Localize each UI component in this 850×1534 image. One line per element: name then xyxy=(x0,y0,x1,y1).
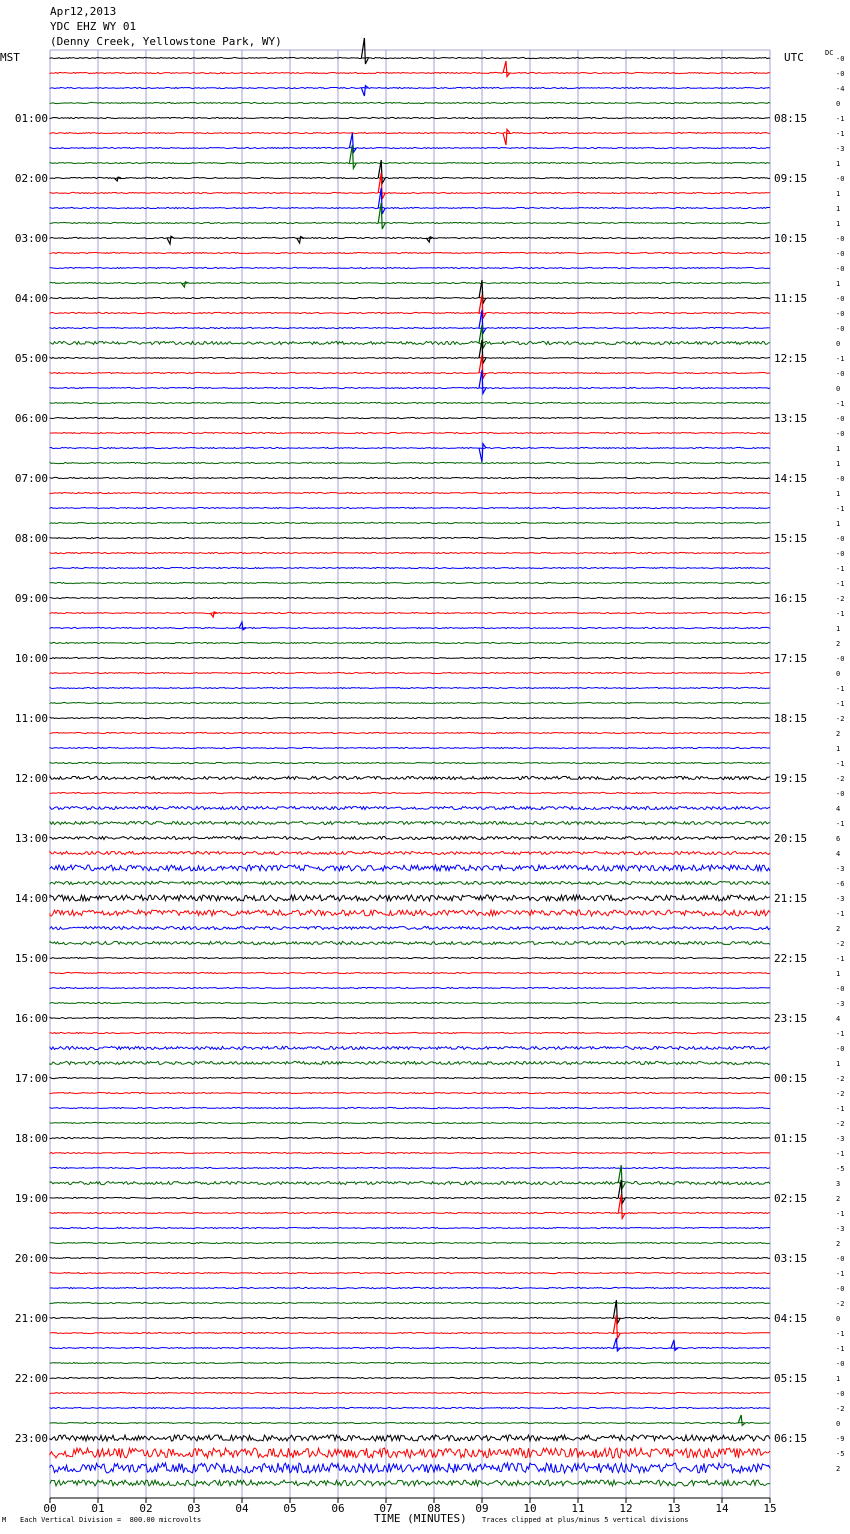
trace-91 xyxy=(50,1422,770,1423)
dc-offset: -1 xyxy=(836,760,845,768)
trace-90 xyxy=(50,1407,770,1408)
left-hour-label: 14:00 xyxy=(14,892,48,905)
trace-78 xyxy=(50,1227,770,1228)
trace-57 xyxy=(50,910,770,916)
trace-76 xyxy=(50,1197,770,1198)
left-hour-label: 09:00 xyxy=(14,592,48,605)
trace-21 xyxy=(50,372,770,373)
trace-77 xyxy=(50,1212,770,1213)
dc-offset: -1 xyxy=(836,505,845,513)
trace-41 xyxy=(50,672,770,673)
dc-offset: -1 xyxy=(836,130,845,138)
right-hour-label: 14:15 xyxy=(774,472,808,485)
trace-60 xyxy=(50,957,770,958)
trace-8 xyxy=(50,177,770,178)
trace-15 xyxy=(50,282,770,283)
right-hour-label: 12:15 xyxy=(774,352,808,365)
x-tick-label: 06 xyxy=(331,1502,345,1515)
left-hour-label: 03:00 xyxy=(14,232,48,245)
trace-74 xyxy=(50,1167,770,1168)
x-tick-label: 14 xyxy=(715,1502,729,1515)
trace-46 xyxy=(50,747,770,748)
dc-offset: -9 xyxy=(836,1435,845,1443)
dc-offset: -1 xyxy=(836,400,845,408)
dc-offset: 1 xyxy=(836,445,841,453)
trace-79 xyxy=(50,1242,770,1243)
dc-offset: -1 xyxy=(836,565,845,573)
left-hour-label: 10:00 xyxy=(14,652,48,665)
trace-3 xyxy=(50,102,770,103)
dc-offset: 1 xyxy=(836,490,841,498)
right-hour-label: 04:15 xyxy=(774,1312,808,1325)
event-26-0 xyxy=(479,444,486,462)
dc-offset: -0 xyxy=(836,250,845,258)
trace-11 xyxy=(50,222,770,223)
dc-offset: -0 xyxy=(836,1390,845,1398)
trace-65 xyxy=(50,1032,770,1033)
trace-73 xyxy=(50,1152,770,1153)
right-hour-label: 20:15 xyxy=(774,832,808,845)
dc-offset: 0 xyxy=(836,1315,841,1323)
x-tick-label: 08 xyxy=(427,1502,441,1515)
left-hour-label: 22:00 xyxy=(14,1372,48,1385)
trace-26 xyxy=(50,447,770,448)
x-tick-label: 13 xyxy=(667,1502,681,1515)
trace-38 xyxy=(50,627,770,628)
event-86-1 xyxy=(671,1340,678,1350)
dc-offset: -0 xyxy=(836,985,845,993)
right-hour-label: 10:15 xyxy=(774,232,808,245)
dc-offset: 4 xyxy=(836,1015,841,1023)
dc-offset: -5 xyxy=(836,1165,845,1173)
x-tick-label: 15 xyxy=(763,1502,777,1515)
dc-offset: -1 xyxy=(836,820,845,828)
dc-offset: 3 xyxy=(836,1180,841,1188)
seismic-traces xyxy=(50,38,770,1486)
event-37-0 xyxy=(210,612,217,617)
station-code: YDC EHZ WY 01 xyxy=(50,20,137,33)
trace-58 xyxy=(50,926,770,929)
dc-offset: 1 xyxy=(836,970,841,978)
dc-offset: -2 xyxy=(836,1075,845,1083)
trace-45 xyxy=(50,732,770,733)
trace-64 xyxy=(50,1017,770,1018)
trace-2 xyxy=(50,87,770,88)
trace-93 xyxy=(50,1448,770,1458)
dc-offset: 1 xyxy=(836,220,841,228)
trace-33 xyxy=(50,552,770,553)
dc-offset: 1 xyxy=(836,625,841,633)
trace-34 xyxy=(50,567,770,568)
x-tick-label: 02 xyxy=(139,1502,153,1515)
dc-offset: -1 xyxy=(836,910,845,918)
dc-offset: -2 xyxy=(836,775,845,783)
x-tick-label: 00 xyxy=(43,1502,57,1515)
trace-19 xyxy=(50,341,770,344)
dc-offset: -0 xyxy=(836,310,845,318)
left-hour-label: 15:00 xyxy=(14,952,48,965)
trace-72 xyxy=(50,1137,770,1138)
left-hour-label: 21:00 xyxy=(14,1312,48,1325)
dc-offset: -0 xyxy=(836,535,845,543)
right-hour-label: 00:15 xyxy=(774,1072,808,1085)
trace-53 xyxy=(50,851,770,854)
trace-49 xyxy=(50,792,770,793)
trace-14 xyxy=(50,267,770,268)
trace-22 xyxy=(50,387,770,388)
x-tick-label: 12 xyxy=(619,1502,633,1515)
left-hour-label: 23:00 xyxy=(14,1432,48,1445)
dc-offset: -3 xyxy=(836,1000,845,1008)
left-hour-label: 13:00 xyxy=(14,832,48,845)
trace-82 xyxy=(50,1287,770,1288)
trace-94 xyxy=(50,1463,770,1473)
event-15-0 xyxy=(181,282,188,287)
right-hour-label: 18:15 xyxy=(774,712,808,725)
dc-offset: -1 xyxy=(836,700,845,708)
dc-offset: 0 xyxy=(836,670,841,678)
dc-offset: -0 xyxy=(836,55,845,63)
dc-offset: 1 xyxy=(836,520,841,528)
dc-offset: -0 xyxy=(836,655,845,663)
trace-92 xyxy=(50,1435,770,1441)
right-hour-label: 19:15 xyxy=(774,772,808,785)
trace-36 xyxy=(50,597,770,598)
trace-42 xyxy=(50,687,770,688)
trace-17 xyxy=(50,312,770,313)
trace-6 xyxy=(50,147,770,148)
dc-offset: 1 xyxy=(836,1060,841,1068)
trace-37 xyxy=(50,612,770,613)
trace-27 xyxy=(50,462,770,463)
dc-offset: -0 xyxy=(836,475,845,483)
trace-59 xyxy=(50,941,770,944)
right-hour-label: 13:15 xyxy=(774,412,808,425)
right-hour-label: 21:15 xyxy=(774,892,808,905)
trace-88 xyxy=(50,1377,770,1378)
dc-offset: -2 xyxy=(836,940,845,948)
event-12-1 xyxy=(297,237,304,244)
trace-16 xyxy=(50,297,770,298)
trace-4 xyxy=(50,117,770,118)
trace-61 xyxy=(50,972,770,973)
trace-18 xyxy=(50,327,770,328)
right-timezone-label: UTC xyxy=(784,51,804,64)
dc-offset: -0 xyxy=(836,265,845,273)
x-tick-label: 04 xyxy=(235,1502,249,1515)
trace-66 xyxy=(50,1046,770,1049)
x-tick-label: 09 xyxy=(475,1502,489,1515)
trace-20 xyxy=(50,357,770,358)
trace-55 xyxy=(50,881,770,884)
left-hour-label: 04:00 xyxy=(14,292,48,305)
trace-25 xyxy=(50,432,770,433)
dc-offset: -3 xyxy=(836,865,845,873)
right-hour-label: 16:15 xyxy=(774,592,808,605)
trace-23 xyxy=(50,402,770,403)
right-hour-label: 01:15 xyxy=(774,1132,808,1145)
trace-13 xyxy=(50,252,770,253)
x-tick-label: 10 xyxy=(523,1502,537,1515)
right-hour-label: 02:15 xyxy=(774,1192,808,1205)
right-hour-label: 23:15 xyxy=(774,1012,808,1025)
event-2-0 xyxy=(361,86,368,96)
trace-51 xyxy=(50,821,770,824)
vertical-division-note: Each Vertical Division = 800.00 microvolts xyxy=(20,1516,202,1524)
trace-9 xyxy=(50,192,770,193)
dc-offset: -2 xyxy=(836,1300,845,1308)
clip-note: Traces clipped at plus/minus 5 vertical divisions xyxy=(482,1516,689,1524)
trace-67 xyxy=(50,1061,770,1064)
left-hour-label: 18:00 xyxy=(14,1132,48,1145)
dc-offset: 6 xyxy=(836,835,841,843)
dc-offset: -0 xyxy=(836,790,845,798)
event-8-1 xyxy=(114,177,121,181)
left-hour-label: 07:00 xyxy=(14,472,48,485)
trace-62 xyxy=(50,987,770,988)
dc-offset: -4 xyxy=(836,85,845,93)
trace-7 xyxy=(50,162,770,163)
left-hour-label: 05:00 xyxy=(14,352,48,365)
trace-89 xyxy=(50,1392,770,1393)
left-hour-label: 06:00 xyxy=(14,412,48,425)
dc-offset: -2 xyxy=(836,1405,845,1413)
trace-86 xyxy=(50,1347,770,1348)
left-hour-label: 19:00 xyxy=(14,1192,48,1205)
trace-85 xyxy=(50,1332,770,1333)
right-hour-label: 03:15 xyxy=(774,1252,808,1265)
dc-offset: 1 xyxy=(836,745,841,753)
trace-29 xyxy=(50,492,770,493)
dc-offset: 1 xyxy=(836,460,841,468)
trace-71 xyxy=(50,1122,770,1123)
dc-offset: -2 xyxy=(836,1090,845,1098)
left-timezone-label: MST xyxy=(0,51,20,64)
x-tick-label: 07 xyxy=(379,1502,393,1515)
dc-offset: -3 xyxy=(836,1135,845,1143)
dc-offset: -0 xyxy=(836,415,845,423)
dc-offset: -1 xyxy=(836,1150,845,1158)
right-hour-label: 17:15 xyxy=(774,652,808,665)
dc-offset: -3 xyxy=(836,145,845,153)
trace-50 xyxy=(50,806,770,809)
dc-offset: -0 xyxy=(836,1285,845,1293)
trace-63 xyxy=(50,1002,770,1003)
event-86-0 xyxy=(613,1338,620,1351)
left-hour-label: 01:00 xyxy=(14,112,48,125)
dc-offset: -1 xyxy=(836,115,845,123)
dc-offset: -0 xyxy=(836,325,845,333)
dc-offset: -1 xyxy=(836,685,845,693)
trace-83 xyxy=(50,1302,770,1303)
dc-offset: 0 xyxy=(836,100,841,108)
trace-75 xyxy=(50,1181,770,1184)
dc-offset: -0 xyxy=(836,235,845,243)
dc-offset: -0 xyxy=(836,295,845,303)
dc-offset: -0 xyxy=(836,1045,845,1053)
dc-offset: -3 xyxy=(836,895,845,903)
dc-offset: -6 xyxy=(836,880,845,888)
trace-68 xyxy=(50,1077,770,1078)
left-hour-label: 17:00 xyxy=(14,1072,48,1085)
trace-56 xyxy=(50,895,770,901)
dc-offset: -1 xyxy=(836,355,845,363)
trace-0 xyxy=(50,57,770,58)
trace-70 xyxy=(50,1107,770,1108)
dc-offset: 1 xyxy=(836,1375,841,1383)
dc-offset: -0 xyxy=(836,430,845,438)
trace-69 xyxy=(50,1092,770,1093)
event-1-0 xyxy=(503,61,510,77)
left-hour-label: 12:00 xyxy=(14,772,48,785)
trace-30 xyxy=(50,507,770,508)
dc-offset: 0 xyxy=(836,385,841,393)
dc-offset: -2 xyxy=(836,595,845,603)
dc-offset: 1 xyxy=(836,190,841,198)
x-tick-label: 03 xyxy=(187,1502,201,1515)
right-hour-label: 22:15 xyxy=(774,952,808,965)
dc-offset: -1 xyxy=(836,955,845,963)
dc-offset: -0 xyxy=(836,370,845,378)
dc-offset: -1 xyxy=(836,580,845,588)
dc-offset: -1 xyxy=(836,1105,845,1113)
trace-84 xyxy=(50,1317,770,1318)
dc-offset: 1 xyxy=(836,280,841,288)
trace-28 xyxy=(50,477,770,478)
dc-offset: 2 xyxy=(836,730,841,738)
dc-offset: 2 xyxy=(836,1465,841,1473)
x-tick-label: 05 xyxy=(283,1502,297,1515)
right-hour-label: 06:15 xyxy=(774,1432,808,1445)
dc-header: DC xyxy=(825,49,834,57)
left-hour-label: 20:00 xyxy=(14,1252,48,1265)
left-hour-label: 11:00 xyxy=(14,712,48,725)
dc-offset: -3 xyxy=(836,1225,845,1233)
trace-43 xyxy=(50,702,770,703)
dc-offset: -0 xyxy=(836,1255,845,1263)
dc-offset: -1 xyxy=(836,1210,845,1218)
right-hour-label: 05:15 xyxy=(774,1372,808,1385)
dc-offset: -5 xyxy=(836,1450,845,1458)
record-date: Apr12,2013 xyxy=(50,5,117,18)
x-axis-label: TIME (MINUTES) xyxy=(374,1512,467,1525)
trace-52 xyxy=(50,836,770,839)
dc-offset: -0 xyxy=(836,70,845,78)
trace-39 xyxy=(50,642,770,643)
trace-87 xyxy=(50,1362,770,1363)
dc-offset: 4 xyxy=(836,805,841,813)
event-11-0 xyxy=(378,203,385,229)
trace-95 xyxy=(50,1480,770,1486)
trace-24 xyxy=(50,417,770,418)
dc-offset: -1 xyxy=(836,1030,845,1038)
left-hour-label: 08:00 xyxy=(14,532,48,545)
dc-offset: 2 xyxy=(836,925,841,933)
trace-5 xyxy=(50,132,770,133)
dc-offset: 2 xyxy=(836,1240,841,1248)
x-tick-label: 01 xyxy=(91,1502,105,1515)
station-location: (Denny Creek, Yellowstone Park, WY) xyxy=(50,35,282,48)
event-0-0 xyxy=(361,38,368,64)
trace-80 xyxy=(50,1257,770,1258)
dc-offset: 0 xyxy=(836,1420,841,1428)
dc-offset: 2 xyxy=(836,640,841,648)
trace-35 xyxy=(50,582,770,583)
dc-offset: -1 xyxy=(836,1270,845,1278)
trace-44 xyxy=(50,717,770,718)
dc-offset: 1 xyxy=(836,160,841,168)
dc-offset: 1 xyxy=(836,205,841,213)
trace-32 xyxy=(50,537,770,538)
trace-31 xyxy=(50,522,770,523)
x-tick-label: 11 xyxy=(571,1502,585,1515)
dc-offset-labels xyxy=(836,55,844,1473)
trace-40 xyxy=(50,657,770,658)
dc-offset: 0 xyxy=(836,340,841,348)
trace-47 xyxy=(50,762,770,763)
dc-offset: -1 xyxy=(836,610,845,618)
right-hour-label: 15:15 xyxy=(774,532,808,545)
event-5-0 xyxy=(503,129,510,145)
left-hour-label: 02:00 xyxy=(14,172,48,185)
dc-offset: -2 xyxy=(836,1120,845,1128)
trace-54 xyxy=(50,865,770,871)
right-hour-label: 11:15 xyxy=(774,292,808,305)
dc-offset: -1 xyxy=(836,1345,845,1353)
dc-offset: 2 xyxy=(836,1195,841,1203)
event-12-2 xyxy=(426,237,433,242)
trace-81 xyxy=(50,1272,770,1273)
dc-offset: -2 xyxy=(836,715,845,723)
trace-12 xyxy=(50,237,770,238)
dc-offset: 4 xyxy=(836,850,841,858)
trace-1 xyxy=(50,72,770,73)
trace-10 xyxy=(50,207,770,208)
right-hour-label: 09:15 xyxy=(774,172,808,185)
dc-offset: -0 xyxy=(836,1360,845,1368)
event-91-0 xyxy=(738,1415,745,1425)
corner-mark: M xyxy=(2,1516,7,1524)
dc-offset: -0 xyxy=(836,550,845,558)
right-hour-label: 08:15 xyxy=(774,112,808,125)
trace-48 xyxy=(50,776,770,779)
dc-offset: -1 xyxy=(836,1330,845,1338)
dc-offset: -0 xyxy=(836,175,845,183)
left-hour-label: 16:00 xyxy=(14,1012,48,1025)
